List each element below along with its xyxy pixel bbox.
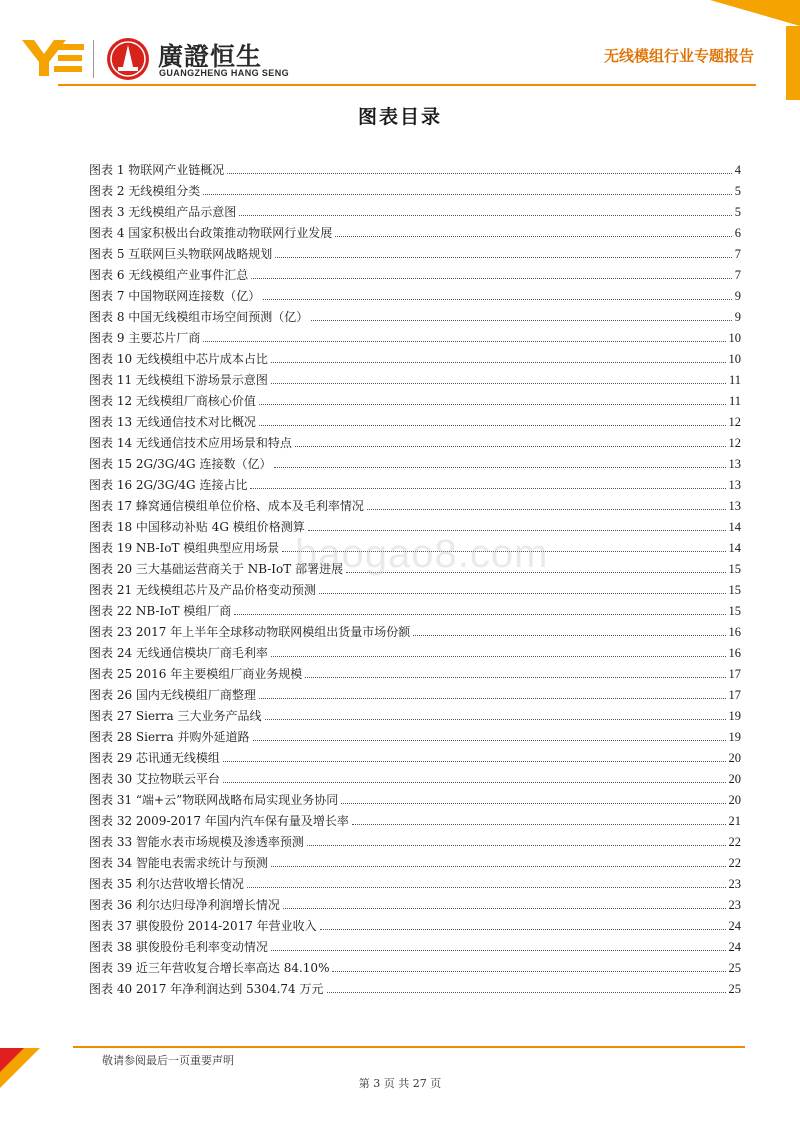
toc-entry[interactable] [89,829,741,850]
toc-entry[interactable] [89,430,741,451]
toc-entry-label: 图表 17 蜂窝通信模组单位价格、成本及毛利率情况 [89,499,364,513]
toc-leader-dots [352,824,726,825]
toc-leader-dots [341,803,725,804]
toc-leader-dots [239,215,731,216]
toc-leader-dots [227,173,731,174]
toc-entry-label: 图表 7 中国物联网连接数（亿） [89,289,261,303]
toc-entry[interactable] [89,178,741,199]
footer-rule [73,1046,745,1048]
toc-list [89,157,741,997]
toc-entry-label: 图表 16 2G/3G/4G 连接占比 [89,478,248,492]
toc-leader-dots [271,866,726,867]
toc-entry-page: 20 [728,772,741,786]
toc-entry-label: 图表 3 无线模组产品示意图 [89,205,237,219]
toc-entry-page: 20 [728,751,741,765]
toc-leader-dots [223,782,726,783]
toc-entry-page: 13 [728,499,741,513]
toc-entry-label: 图表 38 骐俊股份毛利率变动情况 [89,940,268,954]
toc-entry-page: 15 [728,562,741,576]
toc-entry-label: 图表 2 无线模组分类 [89,184,201,198]
toc-leader-dots [319,593,726,594]
toc-leader-dots [203,194,731,195]
toc-leader-dots [251,278,731,279]
toc-leader-dots [203,341,725,342]
toc-entry-page: 10 [728,331,741,345]
toc-entry[interactable] [89,934,741,955]
toc-entry-page: 5 [734,205,741,219]
toc-entry[interactable] [89,577,741,598]
toc-entry[interactable] [89,325,741,346]
toc-entry[interactable] [89,871,741,892]
toc-entry-label: 图表 39 近三年营收复合增长率高达 84.10% [89,961,330,975]
toc-entry[interactable] [89,367,741,388]
toc-leader-dots [259,698,726,699]
toc-leader-dots [271,656,726,657]
toc-entry-label: 图表 34 智能电表需求统计与预测 [89,856,268,870]
toc-entry-label: 图表 18 中国移动补贴 4G 模组价格测算 [89,520,305,534]
toc-leader-dots [271,362,726,363]
toc-entry-page: 15 [728,583,741,597]
toc-leader-dots [263,299,731,300]
toc-entry-label: 图表 20 三大基础运营商关于 NB-IoT 部署进展 [89,562,344,576]
toc-leader-dots [234,614,725,615]
toc-entry-label: 图表 21 无线模组芯片及产品价格变动预测 [89,583,316,597]
toc-entry[interactable] [89,640,741,661]
toc-entry-page: 15 [728,604,741,618]
ye-logo-icon [22,40,84,76]
toc-entry-label: 图表 23 2017 年上半年全球移动物联网模组出货量市场份额 [89,625,411,639]
toc-leader-dots [335,236,731,237]
toc-entry-page: 17 [728,688,741,702]
toc-entry-page: 7 [734,268,741,282]
toc-entry-label: 图表 13 无线通信技术对比概况 [89,415,256,429]
toc-entry[interactable] [89,682,741,703]
toc-entry-page: 6 [734,226,741,240]
toc-entry[interactable] [89,766,741,787]
toc-entry[interactable] [89,346,741,367]
toc-entry[interactable] [89,220,741,241]
toc-entry-page: 9 [734,289,741,303]
toc-entry-page: 7 [734,247,741,261]
toc-entry-label: 图表 25 2016 年主要模组厂商业务规模 [89,667,303,681]
toc-entry[interactable] [89,850,741,871]
toc-leader-dots [274,467,725,468]
toc-entry-page: 23 [728,877,741,891]
toc-entry-label: 图表 36 利尔达归母净利润增长情况 [89,898,280,912]
toc-entry[interactable] [89,388,741,409]
toc-entry-label: 图表 31 “端+云”物联网战略布局实现业务协同 [89,793,339,807]
toc-entry-page: 10 [728,352,741,366]
toc-entry[interactable] [89,472,741,493]
toc-entry-page: 19 [728,730,741,744]
toc-entry[interactable] [89,283,741,304]
toc-leader-dots [332,971,725,972]
toc-entry[interactable] [89,493,741,514]
toc-entry-label: 图表 28 Sierra 并购外延道路 [89,730,250,744]
toc-entry-label: 图表 4 国家积极出台政策推动物联网行业发展 [89,226,333,240]
toc-entry[interactable] [89,724,741,745]
logo-divider [93,40,94,78]
toc-entry-label: 图表 15 2G/3G/4G 连接数（亿） [89,457,272,471]
toc-entry-label: 图表 9 主要芯片厂商 [89,331,201,345]
toc-entry-label: 图表 8 中国无线模组市场空间预测（亿） [89,310,309,324]
toc-entry-label: 图表 29 芯讯通无线模组 [89,751,220,765]
watermark: baogao8.com [295,532,549,576]
seal-logo-icon [106,37,150,81]
toc-entry[interactable] [89,409,741,430]
toc-leader-dots [311,320,731,321]
toc-entry-label: 图表 30 艾拉物联云平台 [89,772,220,786]
toc-entry-page: 13 [728,457,741,471]
toc-leader-dots [367,509,726,510]
company-name-cn: 廣證恒生 [158,42,263,71]
toc-entry-label: 图表 6 无线模组产业事件汇总 [89,268,249,282]
header-rule [58,84,756,86]
toc-entry-page: 20 [728,793,741,807]
toc-entry-page: 5 [734,184,741,198]
toc-leader-dots [275,257,731,258]
toc-entry[interactable] [89,913,741,934]
toc-entry-label: 图表 10 无线模组中芯片成本占比 [89,352,268,366]
toc-leader-dots [305,677,725,678]
toc-leader-dots [283,908,726,909]
toc-entry-label: 图表 19 NB-IoT 模组典型应用场景 [89,541,280,555]
toc-entry-page: 25 [728,961,741,975]
corner-bar-top-right [786,26,800,100]
toc-entry-page: 22 [728,856,741,870]
toc-entry[interactable] [89,451,741,472]
toc-entry-page: 22 [728,835,741,849]
toc-entry-label: 图表 5 互联网巨头物联网战略规划 [89,247,273,261]
toc-entry-label: 图表 37 骐俊股份 2014-2017 年营业收入 [89,919,317,933]
toc-entry-label: 图表 11 无线模组下游场景示意图 [89,373,268,387]
toc-leader-dots [223,761,726,762]
toc-leader-dots [271,383,726,384]
toc-entry[interactable] [89,598,741,619]
toc-leader-dots [259,404,726,405]
toc-entry-page: 25 [728,982,741,996]
toc-entry[interactable] [89,955,741,976]
toc-entry-page: 21 [728,814,741,828]
toc-heading: 图表目录 [357,106,442,128]
toc-entry-page: 13 [728,478,741,492]
toc-entry[interactable] [89,976,741,997]
toc-entry[interactable] [89,745,741,766]
toc-entry[interactable] [89,157,741,178]
toc-entry-page: 11 [728,394,741,408]
toc-entry-label: 图表 14 无线通信技术应用场景和特点 [89,436,292,450]
toc-entry-page: 9 [734,310,741,324]
toc-leader-dots [327,992,726,993]
page-number: 第 3 页 共 27 页 [358,1077,442,1090]
toc-leader-dots [295,446,726,447]
toc-entry[interactable] [89,199,741,220]
toc-leader-dots [250,488,725,489]
toc-entry[interactable] [89,619,741,640]
toc-entry-page: 24 [728,919,741,933]
toc-entry[interactable] [89,892,741,913]
toc-leader-dots [413,635,725,636]
toc-leader-dots [247,887,726,888]
toc-leader-dots [271,950,726,951]
toc-entry-page: 14 [728,520,741,534]
toc-entry[interactable] [89,304,741,325]
toc-entry-page: 23 [728,898,741,912]
toc-entry[interactable] [89,262,741,283]
toc-entry-label: 图表 27 Sierra 三大业务产品线 [89,709,262,723]
toc-leader-dots [265,719,726,720]
toc-leader-dots [253,740,726,741]
footer-note: 敬请参阅最后一页重要声明 [102,1054,234,1067]
toc-entry-label: 图表 12 无线模组厂商核心价值 [89,394,256,408]
toc-entry-label: 图表 26 国内无线模组厂商整理 [89,688,256,702]
toc-entry-page: 16 [728,646,741,660]
toc-entry[interactable] [89,787,741,808]
toc-leader-dots [308,530,726,531]
toc-entry-page: 12 [728,436,741,450]
toc-entry-label: 图表 24 无线通信模块厂商毛利率 [89,646,268,660]
toc-entry-page: 14 [728,541,741,555]
toc-entry-page: 19 [728,709,741,723]
toc-entry[interactable] [89,661,741,682]
toc-entry[interactable] [89,703,741,724]
toc-entry-page: 17 [728,667,741,681]
toc-entry-page: 24 [728,940,741,954]
toc-entry-label: 图表 33 智能水表市场规模及渗透率预测 [89,835,304,849]
corner-accent-bottom-left [0,1048,24,1072]
toc-entry-label: 图表 1 物联网产业链概况 [89,163,225,177]
toc-leader-dots [259,425,726,426]
toc-entry-label: 图表 32 2009-2017 年国内汽车保有量及增长率 [89,814,349,828]
corner-decoration-top-right [710,0,800,26]
company-name-en: GUANGZHENG HANG SENG [159,68,290,78]
report-title: 无线模组行业专题报告 [603,47,754,65]
toc-entry-label: 图表 22 NB-IoT 模组厂商 [89,604,232,618]
toc-entry-page: 4 [734,163,741,177]
toc-entry-page: 12 [728,415,741,429]
toc-entry-page: 16 [728,625,741,639]
toc-leader-dots [307,845,726,846]
toc-entry-page: 11 [728,373,741,387]
toc-entry[interactable] [89,241,741,262]
toc-entry-label: 图表 35 利尔达营收增长情况 [89,877,244,891]
toc-leader-dots [320,929,726,930]
toc-entry-label: 图表 40 2017 年净利润达到 5304.74 万元 [89,982,324,996]
toc-entry[interactable] [89,808,741,829]
